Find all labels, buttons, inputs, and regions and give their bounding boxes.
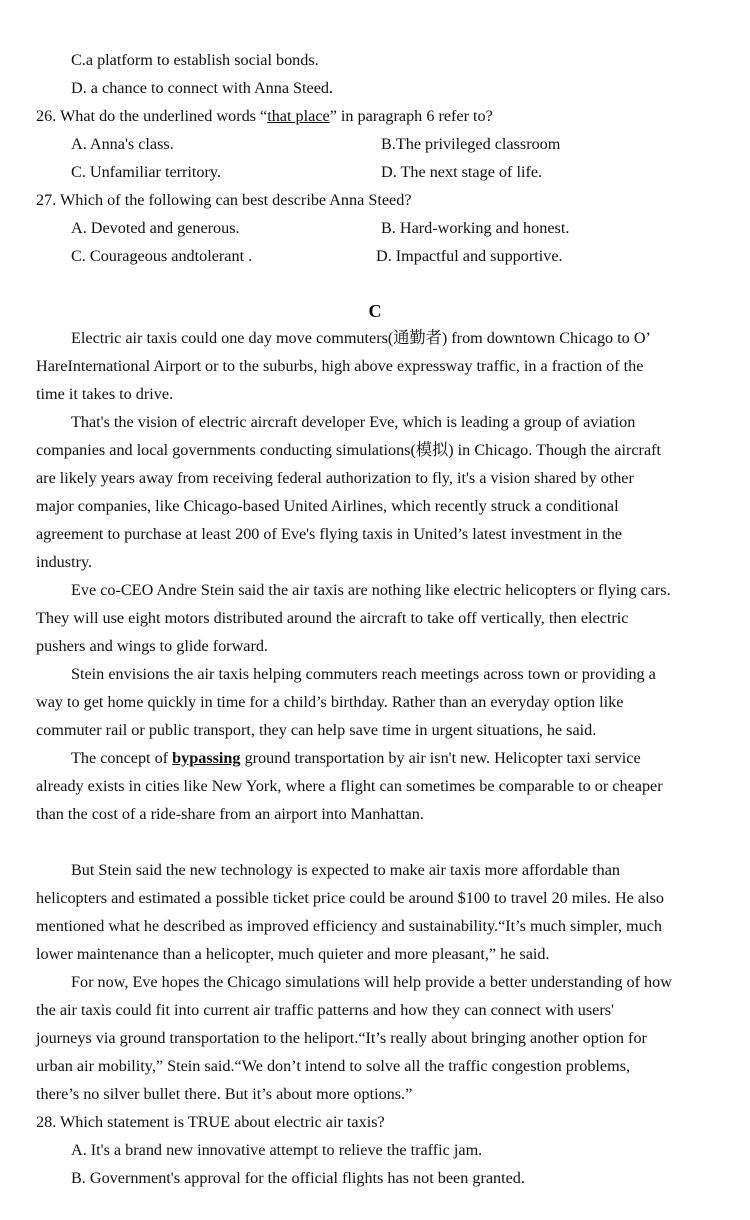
q27-option-c: C. Courageous andtolerant .	[71, 247, 253, 265]
q28-stem: 28. Which statement is TRUE about electric air taxis?	[36, 1113, 385, 1131]
q27-stem: 27. Which of the following can best describe Anna Steed?	[36, 191, 412, 209]
passage-p7-line4: urban air mobility,” Stein said.“We don’t intend to solve all the traffic congestion problems,	[36, 1057, 631, 1075]
passage-p4-line3: commuter rail or public transport, they can help save time in urgent situations, he said.	[36, 721, 597, 739]
passage-p6-line3: mentioned what he described as improved efficiency and sustainability.“It’s much simpler, much	[36, 917, 662, 935]
passage-p5-line2: already exists in cities like New York, where a flight can sometimes be comparable to or cheaper	[36, 777, 663, 795]
q25-option-c: C.a platform to establish social bonds.	[71, 51, 319, 69]
passage-p2-line1: That's the vision of electric aircraft developer Eve, which is leading a group of aviation	[71, 413, 636, 431]
passage-p1-line1: Electric air taxis could one day move commuters(通勤者) from downtown Chicago to O’	[71, 329, 651, 347]
p5-post: ground transportation by air isn't new. Helicopter taxi service	[240, 749, 641, 767]
passage-p5-line1	[71, 748, 719, 768]
q26-underlined-words: that place	[267, 107, 330, 125]
p5-pre: The concept of	[71, 749, 173, 767]
passage-p6-line4: lower maintenance than a helicopter, much quieter and more pleasant,” he said.	[36, 945, 550, 963]
passage-p2-line6: industry.	[36, 553, 93, 571]
passage-p1-line2: HareInternational Airport or to the suburbs, high above expressway traffic, in a fraction of the	[36, 357, 644, 375]
passage-p3-line3: pushers and wings to glide forward.	[36, 637, 268, 655]
passage-p1-line3: time it takes to drive.	[36, 385, 174, 403]
passage-p6-line1: But Stein said the new technology is expected to make air taxis more affordable than	[71, 861, 621, 879]
q26-stem-pre: 26. What do the underlined words “	[36, 107, 268, 125]
passage-p2-line2: companies and local governments conducting simulations(模拟) in Chicago. Though the aircraft	[36, 441, 662, 459]
passage-p7-line1: For now, Eve hopes the Chicago simulations will help provide a better understanding of how	[71, 973, 672, 991]
q26-stem	[36, 106, 493, 126]
passage-p7-line2: the air taxis could fit into current air traffic patterns and how they can connect with users'	[36, 1001, 614, 1019]
q26-option-d: D. The next stage of life.	[381, 163, 543, 181]
passage-p3-line1: Eve co-CEO Andre Stein said the air taxis are nothing like electric helicopters or flying cars.	[71, 581, 671, 599]
passage-p7-line5: there’s no silver bullet there. But it’s about more options.”	[36, 1085, 413, 1103]
passage-p2-line5: agreement to purchase at least 200 of Eve's flying taxis in United’s latest investment in the	[36, 525, 622, 543]
passage-p2-line4: major companies, like Chicago-based United Airlines, which recently struck a conditional	[36, 497, 619, 515]
q26-option-b: B.The privileged classroom	[381, 135, 561, 153]
passage-p7-line3: journeys via ground transportation to the heliport.“It’s really about bringing another option for	[36, 1029, 647, 1047]
q28-option-a: A. It's a brand new innovative attempt to relieve the traffic jam.	[71, 1141, 483, 1159]
q26-option-a: A. Anna's class.	[71, 135, 174, 153]
q25-option-d: D. a chance to connect with Anna Steed.	[71, 79, 334, 97]
q26-stem-post: ” in paragraph 6 refer to?	[329, 107, 493, 125]
q26-option-c: C. Unfamiliar territory.	[71, 163, 221, 181]
q27-option-d: D. Impactful and supportive.	[376, 247, 563, 265]
q28-option-b: B. Government's approval for the official flights has not been granted.	[71, 1169, 525, 1187]
section-heading: C	[368, 301, 382, 321]
passage-p6-line2: helicopters and estimated a possible ticket price could be around $100 to travel 20 miles. He also	[36, 889, 664, 907]
passage-p3-line2: They will use eight motors distributed around the aircraft to take off vertically, then electric	[36, 609, 629, 627]
q27-option-a: A. Devoted and generous.	[71, 219, 240, 237]
passage-p4-line2: way to get home quickly in time for a child’s birthday. Rather than an everyday option like	[36, 693, 624, 711]
passage-p4-line1: Stein envisions the air taxis helping commuters reach meetings across town or providing a	[71, 665, 656, 683]
passage-p5-line3: than the cost of a ride-share from an airport into Manhattan.	[36, 805, 424, 823]
q27-option-b: B. Hard-working and honest.	[381, 219, 570, 237]
bypassing-underlined-word: bypassing	[172, 749, 241, 767]
passage-p2-line3: are likely years away from receiving federal authorization to fly, it's a vision shared by other	[36, 469, 634, 487]
